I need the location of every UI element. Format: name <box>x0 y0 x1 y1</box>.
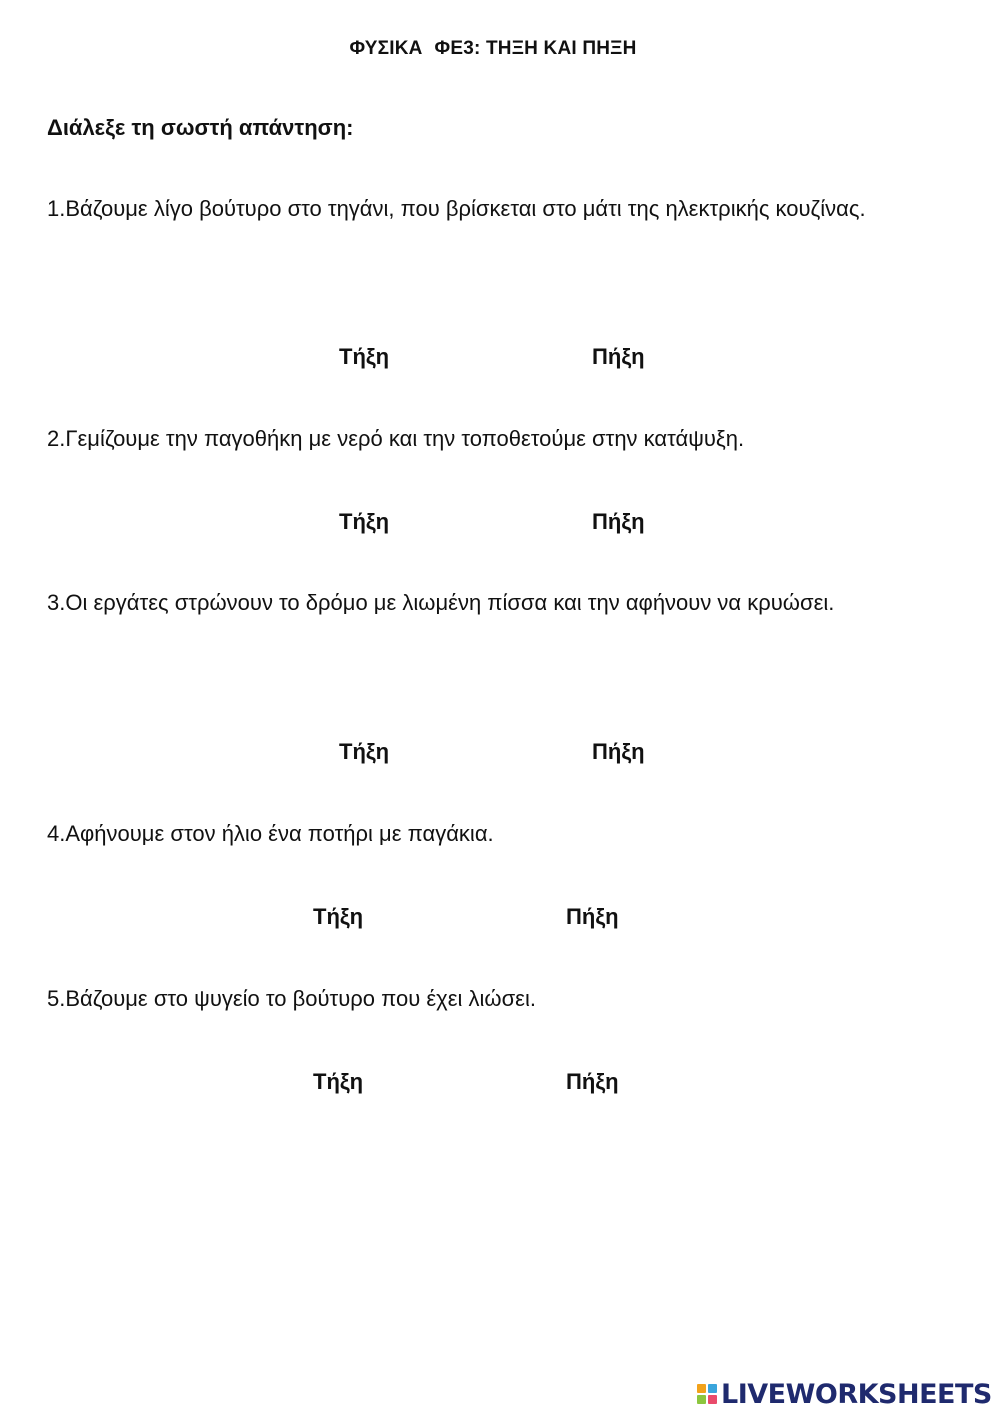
brand-name: LIVEWORKSHEETS <box>721 1378 992 1410</box>
page-title <box>0 38 986 60</box>
question-4-option-melting[interactable]: Τήξη <box>313 904 364 929</box>
question-5-text: 5.Βάζουμε στο ψυγείο το βούτυρο που έχει λιώσει. <box>47 986 536 1011</box>
topic-label: ΦΕ3: ΤΗΞΗ ΚΑΙ ΠΗΞΗ <box>434 38 637 59</box>
logo-cube <box>708 1384 717 1393</box>
question-4-option-freezing[interactable]: Πήξη <box>566 904 619 929</box>
question-2-text: 2.Γεμίζουμε την παγοθήκη με νερό και την τοποθετούμε στην κατάψυξη. <box>47 426 745 451</box>
logo-cube <box>708 1395 717 1404</box>
logo-cube <box>697 1384 706 1393</box>
question-3-text: 3.Οι εργάτες στρώνουν το δρόμο με λιωμένη πίσσα και την αφήνουν να κρυώσει. <box>47 590 835 615</box>
question-3-option-freezing[interactable]: Πήξη <box>592 739 645 764</box>
question-1-option-melting[interactable]: Τήξη <box>339 344 390 369</box>
liveworksheets-logo <box>697 1378 992 1410</box>
subject-label: ΦΥΣΙΚΑ <box>349 38 423 59</box>
instruction-text: Διάλεξε τη σωστή απάντηση: <box>47 115 354 140</box>
question-2-option-melting[interactable]: Τήξη <box>339 509 390 534</box>
logo-cubes-icon <box>697 1384 717 1404</box>
question-2-option-freezing[interactable]: Πήξη <box>592 509 645 534</box>
question-5-option-freezing[interactable]: Πήξη <box>566 1069 619 1094</box>
question-5-option-melting[interactable]: Τήξη <box>313 1069 364 1094</box>
logo-cube <box>697 1395 706 1404</box>
question-1-option-freezing[interactable]: Πήξη <box>592 344 645 369</box>
question-1-text: 1.Βάζουμε λίγο βούτυρο στο τηγάνι, που βρίσκεται στο μάτι της ηλεκτρικής κουζίνας. <box>47 196 866 221</box>
question-4-text: 4.Αφήνουμε στον ήλιο ένα ποτήρι με παγάκια. <box>47 821 494 846</box>
question-3-option-melting[interactable]: Τήξη <box>339 739 390 764</box>
